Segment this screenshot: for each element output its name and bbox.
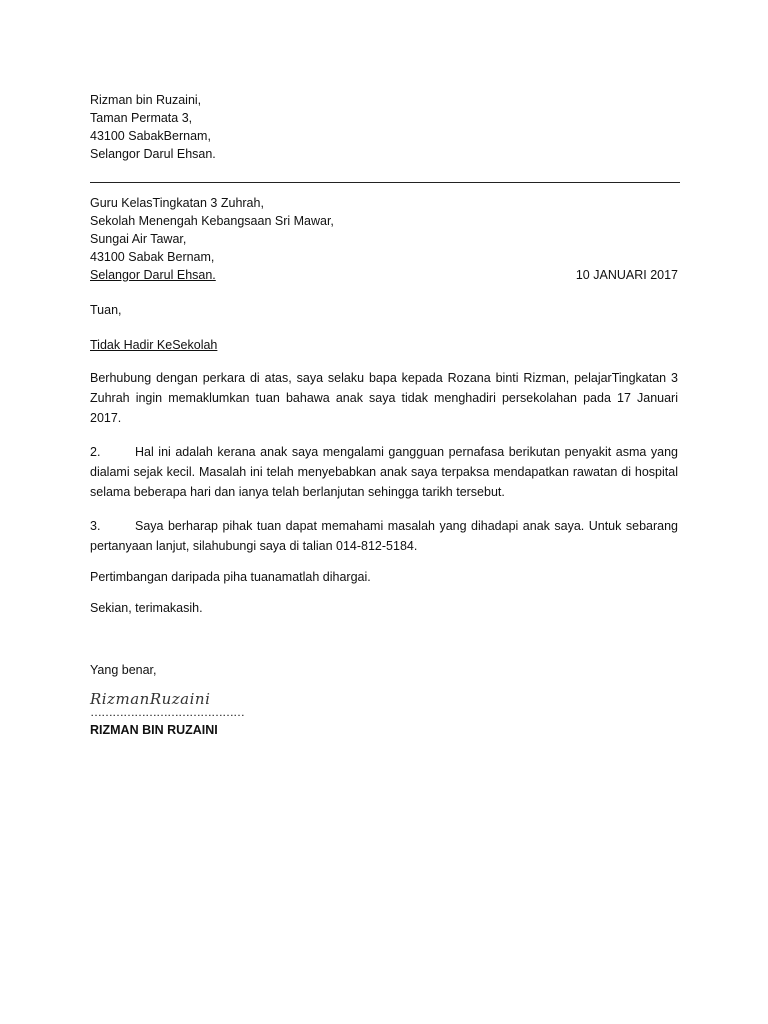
letter-page: [90, 91, 678, 739]
header-divider: [90, 182, 680, 183]
recipient-title: Guru KelasTingkatan 3 Zuhrah,: [90, 196, 264, 210]
paragraph-1: Berhubung dengan perkara di atas, saya selaku bapa kepada Rozana binti Rizman, pelajarTingkatan 3 Zuhrah ingin memaklumkan tuan bahawa anak saya tidak menghadiri persekolahan pada 17 Januari 2017.: [90, 371, 678, 425]
handwritten-signature: RizmanRuzaini: [90, 690, 211, 708]
signature-dotted-line: ……………………………………: [90, 705, 244, 719]
paragraph-3-text: Saya berharap pihak tuan dapat memahami masalah yang dihadapi anak saya. Untuk sebarang pertanyaan lanjut, silahubungi saya di talian 014-812-5184.: [90, 519, 678, 553]
subject-line: [90, 336, 678, 354]
recipient-area: Sungai Air Tawar,: [90, 232, 187, 246]
paragraph-3: [90, 516, 678, 556]
subject-text: Tidak Hadir KeSekolah: [90, 338, 218, 352]
recipient-state: Selangor Darul Ehsan.: [90, 268, 216, 282]
salutation: Tuan,: [90, 303, 122, 317]
sender-postcode-city: 43100 SabakBernam,: [90, 129, 211, 143]
sender-address: [90, 91, 678, 163]
sender-state: Selangor Darul Ehsan.: [90, 147, 216, 161]
closing-line-2: Sekian, terimakasih.: [90, 601, 203, 615]
paragraph-3-number: 3.: [90, 519, 101, 533]
signer-name: RIZMAN BIN RUZAINI: [90, 723, 218, 737]
sender-name: Rizman bin Ruzaini,: [90, 93, 202, 107]
sender-street: Taman Permata 3,: [90, 111, 193, 125]
closing-line-1: Pertimbangan daripada piha tuanamatlah dihargai.: [90, 570, 371, 584]
signoff: Yang benar,: [90, 663, 157, 677]
state-and-date-row: [90, 266, 678, 284]
recipient-school: Sekolah Menengah Kebangsaan Sri Mawar,: [90, 214, 334, 228]
paragraph-2-number: 2.: [90, 445, 101, 459]
paragraph-2-text: Hal ini adalah kerana anak saya mengalami gangguan pernafasa berikutan penyakit asma yang dialami sejak kecil. Masalah ini telah menyebabkan anak saya terpaksa mendapatkan rawatan di hospital selama beberapa hari dan ianya telah berlanjutan sehingga tarikh tersebut.: [90, 445, 678, 499]
recipient-address: [90, 194, 678, 284]
letter-date: 10 JANUARI 2017: [575, 268, 678, 282]
paragraph-2: [90, 442, 678, 502]
recipient-postcode-city: 43100 Sabak Bernam,: [90, 250, 215, 264]
